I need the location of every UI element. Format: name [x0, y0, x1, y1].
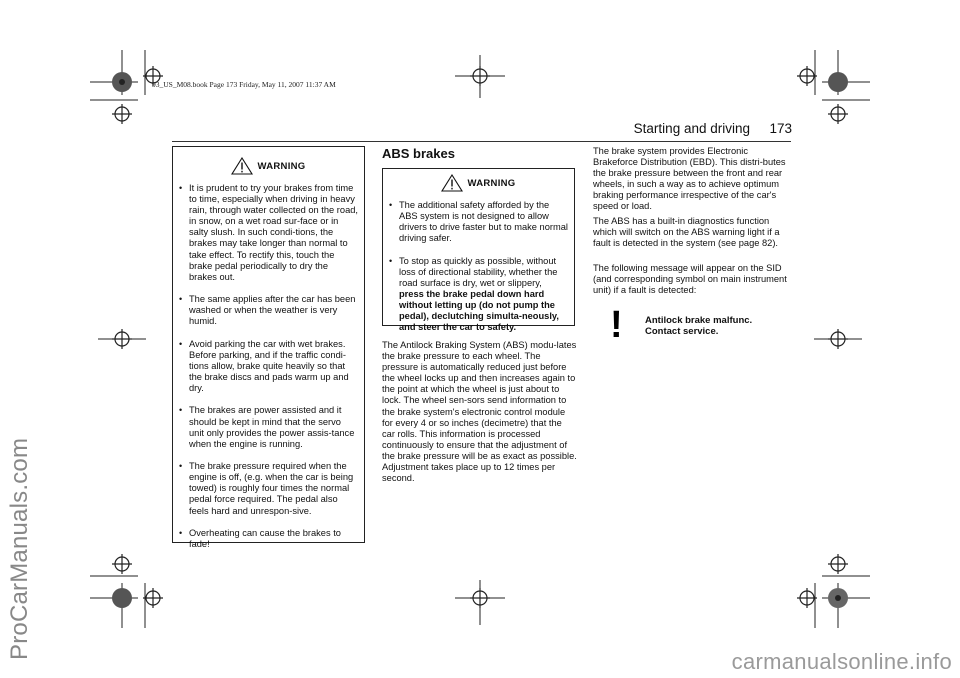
list-item: • The same applies after the car has been washed or when the weather is very humid. [177, 294, 358, 327]
abs-warning-box [382, 168, 575, 333]
sid-warning-symbol: ! [610, 304, 623, 346]
abs-body-paragraph: The Antilock Braking System (ABS) modu-lates the brake pressure to each wheel. The pressure is automatically reduced just before the wheel locks up and then increases again to the point at which the wheel is just about to lock. The wheel sen-sors send information to the brake system's electronic control module for every 4 or so inches (decimetre) that the car rolls. This information is processed continuously to ensure that the adjustment of the brake pressure will be as exact as possible. Adjustment takes place up to 12 times per second. [382, 340, 577, 484]
sid-message-line: Contact service. [645, 326, 719, 338]
left-warning-box [172, 146, 365, 550]
side-watermark: ProCarManuals.com [6, 437, 33, 660]
bottom-watermark: carmanualsonline.info [731, 649, 952, 674]
sid-message-intro: The following message will appear on the SID (and corresponding symbol on main instrument unit) if a fault is detected: [593, 263, 787, 296]
left-warning-list [173, 183, 364, 550]
left-warning-heading [173, 157, 364, 175]
list-item [387, 256, 568, 334]
sid-message [645, 315, 752, 338]
list-item: • Avoid parking the car with wet brakes. Before parking, and if the traffic condi-tions allow, brake quite heavily so that the brake discs and pads warm up and dry. [177, 339, 358, 394]
list-item: • The brakes are power assisted and it should be kept in mind that the servo unit only provides the power assis-tance when the engine is running. [177, 405, 358, 449]
ebd-paragraph: The brake system provides Electronic Brakeforce Distribution (EBD). This distri-butes the brake pressure between the front and rear wheels, in such a way as to achieve optimum braking performance irrespective of the car's speed or load. [593, 146, 786, 212]
page-number: 173 [769, 121, 792, 136]
warning-triangle-icon [441, 174, 463, 192]
diagnostics-paragraph: The ABS has a built-in diagnostics function which will switch on the ABS warning light if a fault is detected in the system (see page 82). [593, 216, 780, 249]
list-item-text: To stop as quickly as possible, without loss of directional stability, whether the road surface is dry, wet or slippery, [399, 255, 558, 288]
print-info: 93_US_M08.book Page 173 Friday, May 11, 2007 11:37 AM [152, 80, 336, 89]
list-item: • The brake pressure required when the engine is off, (e.g. when the car is being towed) is roughly four times the normal pedal force required. The pedal also feels hard and unrespon-sive. [177, 461, 358, 516]
header-rule [172, 141, 791, 142]
abs-warning-list [383, 200, 574, 333]
warning-label: WARNING [467, 177, 516, 189]
sid-message-line: Antilock brake malfunc. [645, 315, 753, 326]
list-item-bold-text: press the brake pedal down hard without letting up (do not pump the pedal), declutching simulta-neously, and steer the car to safety. [399, 288, 559, 333]
list-item: • Overheating can cause the brakes to fade! [177, 528, 358, 550]
warning-label: WARNING [257, 160, 306, 172]
abs-heading: ABS brakes [382, 146, 455, 161]
warning-triangle-icon [231, 157, 253, 175]
page-section-title: Starting and driving [633, 121, 750, 136]
abs-warning-heading [383, 174, 574, 192]
list-item: • The additional safety afforded by the ABS system is not designed to allow drivers to drive faster but to make normal driving safer. [387, 200, 568, 244]
list-item: • It is prudent to try your brakes from time to time, especially when driving in heavy rain, through water collected on the road, in snow, on a wet road sur-face or in salty slush. In such condi-tions, the brakes may take longer than normal to take effect. To rectify this, touch the brake pedal periodically to dry the brakes out. [177, 183, 358, 283]
